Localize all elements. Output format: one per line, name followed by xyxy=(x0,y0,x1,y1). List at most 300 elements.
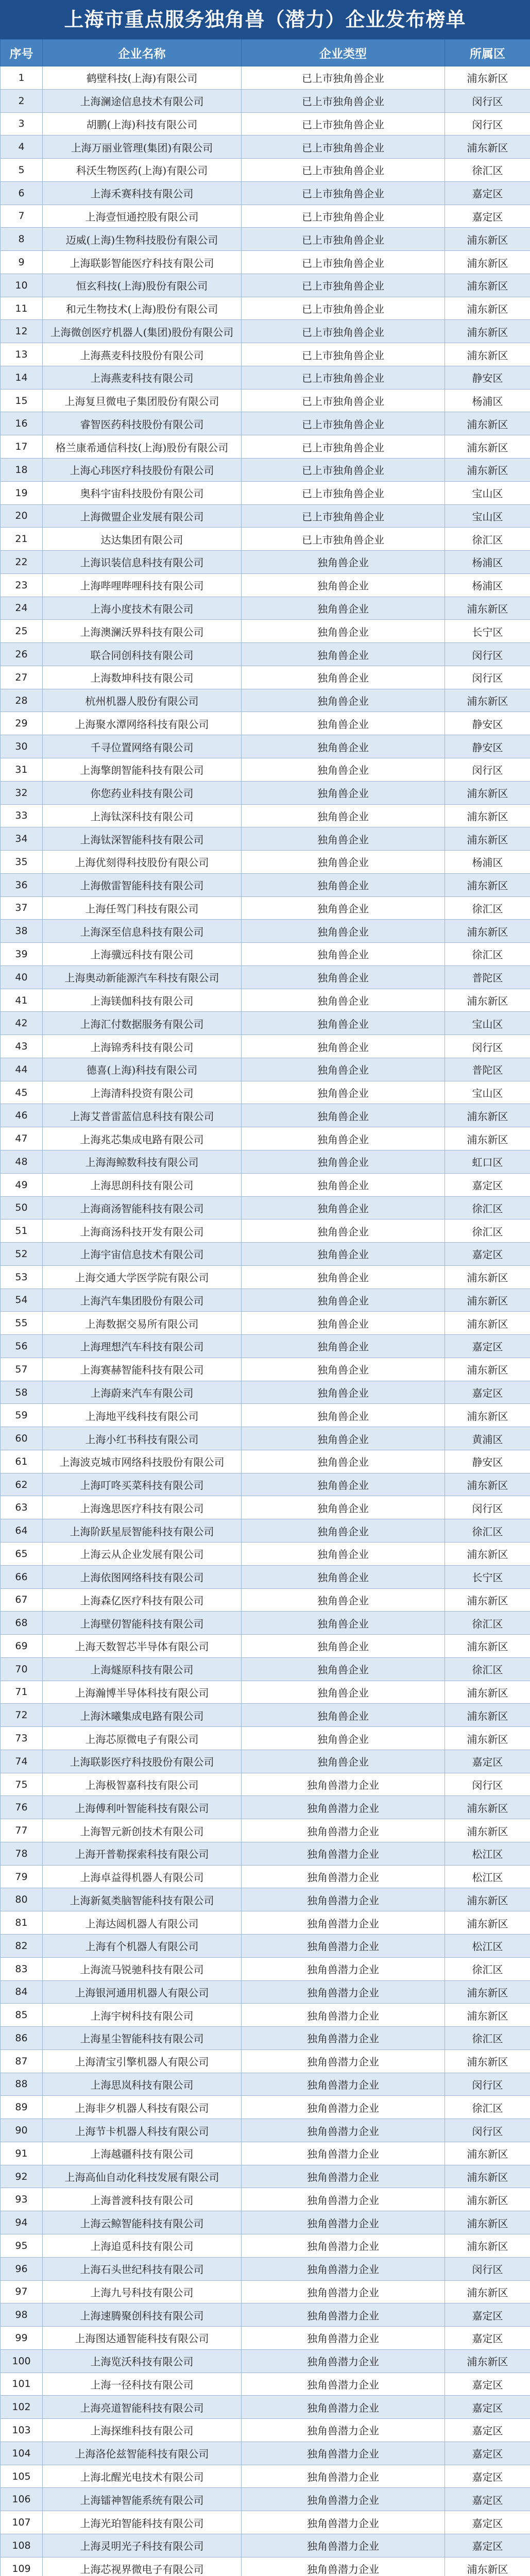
company-type: 独角兽潜力企业 xyxy=(242,2488,445,2511)
company-type: 独角兽企业 xyxy=(242,1081,445,1104)
table-row xyxy=(1,297,530,320)
table-row xyxy=(1,504,530,528)
company-name: 上海骥远科技有限公司 xyxy=(43,943,242,966)
company-name: 上海图达通智能科技有限公司 xyxy=(43,2327,242,2350)
row-index: 45 xyxy=(1,1081,43,1104)
company-name: 上海森亿医疗科技有限公司 xyxy=(43,1588,242,1612)
row-index: 50 xyxy=(1,1196,43,1219)
table-row xyxy=(1,2557,530,2576)
company-name: 上海钛深科技有限公司 xyxy=(43,804,242,827)
ranking-table xyxy=(0,39,530,2576)
company-name: 上海非夕机器人科技有限公司 xyxy=(43,2096,242,2119)
row-index: 91 xyxy=(1,2142,43,2165)
company-name: 上海深至信息科技有限公司 xyxy=(43,920,242,943)
table-row xyxy=(1,965,530,989)
district: 闵行区 xyxy=(445,1496,530,1519)
company-name: 上海优刻得科技股份有限公司 xyxy=(43,851,242,874)
district: 浦东新区 xyxy=(445,1289,530,1312)
table-row xyxy=(1,435,530,459)
company-name: 上海思朗科技有限公司 xyxy=(43,1173,242,1196)
company-type: 已上市独角兽企业 xyxy=(242,228,445,251)
table-row xyxy=(1,873,530,896)
row-index: 37 xyxy=(1,896,43,920)
company-name: 上海星尘智能科技有限公司 xyxy=(43,2027,242,2050)
company-name: 上海叮咚买菜科技有限公司 xyxy=(43,1473,242,1496)
district: 嘉定区 xyxy=(445,2534,530,2557)
company-type: 独角兽潜力企业 xyxy=(242,1980,445,2004)
table-row xyxy=(1,1588,530,1612)
company-name: 上海理想汽车科技有限公司 xyxy=(43,1335,242,1358)
district: 浦东新区 xyxy=(445,1796,530,1819)
district: 黄浦区 xyxy=(445,1427,530,1450)
table-row xyxy=(1,2419,530,2442)
company-type: 独角兽企业 xyxy=(242,1173,445,1196)
table-row xyxy=(1,2534,530,2557)
district: 松江区 xyxy=(445,1935,530,1958)
district: 浦东新区 xyxy=(445,2280,530,2303)
row-index: 20 xyxy=(1,504,43,528)
row-index: 7 xyxy=(1,205,43,228)
table-row xyxy=(1,2004,530,2027)
company-name: 上海瀚博半导体科技有限公司 xyxy=(43,1681,242,1704)
district: 嘉定区 xyxy=(445,1243,530,1266)
district: 浦东新区 xyxy=(445,1681,530,1704)
company-type: 已上市独角兽企业 xyxy=(242,274,445,297)
company-type: 独角兽潜力企业 xyxy=(242,2303,445,2327)
table-row xyxy=(1,896,530,920)
column-header-district: 所属区 xyxy=(445,40,530,66)
company-type: 独角兽潜力企业 xyxy=(242,2096,445,2119)
row-index: 70 xyxy=(1,1657,43,1681)
company-type: 独角兽潜力企业 xyxy=(242,2142,445,2165)
district: 虹口区 xyxy=(445,1150,530,1173)
company-type: 独角兽企业 xyxy=(242,573,445,597)
district: 徐汇区 xyxy=(445,1957,530,1980)
district: 嘉定区 xyxy=(445,1381,530,1404)
table-row xyxy=(1,343,530,366)
table-row xyxy=(1,366,530,389)
company-name: 上海傅利叶智能科技有限公司 xyxy=(43,1796,242,1819)
district: 嘉定区 xyxy=(445,2372,530,2396)
company-name: 上海流马锐驰科技有限公司 xyxy=(43,1957,242,1980)
company-name: 上海宇树科技有限公司 xyxy=(43,2004,242,2027)
company-name: 上海钛深智能科技有限公司 xyxy=(43,827,242,851)
company-name: 上海万丽业管理(集团)有限公司 xyxy=(43,135,242,159)
district: 嘉定区 xyxy=(445,2303,530,2327)
company-name: 上海联影医疗科技股份有限公司 xyxy=(43,1750,242,1773)
company-type: 独角兽企业 xyxy=(242,1427,445,1450)
row-index: 76 xyxy=(1,1796,43,1819)
row-index: 69 xyxy=(1,1635,43,1658)
table-row xyxy=(1,2396,530,2419)
district: 嘉定区 xyxy=(445,1173,530,1196)
company-type: 独角兽企业 xyxy=(242,827,445,851)
company-name: 上海石头世纪科技有限公司 xyxy=(43,2257,242,2280)
company-name: 杭州机器人股份有限公司 xyxy=(43,689,242,712)
company-type: 独角兽企业 xyxy=(242,1588,445,1612)
row-index: 30 xyxy=(1,735,43,758)
company-name: 上海逸思医疗科技有限公司 xyxy=(43,1496,242,1519)
company-name: 上海光珀智能科技有限公司 xyxy=(43,2511,242,2534)
row-index: 78 xyxy=(1,1842,43,1865)
row-index: 44 xyxy=(1,1058,43,1081)
company-type: 已上市独角兽企业 xyxy=(242,459,445,482)
table-row xyxy=(1,1612,530,1635)
company-type: 已上市独角兽企业 xyxy=(242,251,445,274)
row-index: 6 xyxy=(1,181,43,205)
district: 浦东新区 xyxy=(445,2004,530,2027)
company-type: 独角兽企业 xyxy=(242,1104,445,1127)
company-name: 科沃生物医药(上海)有限公司 xyxy=(43,159,242,182)
district: 静安区 xyxy=(445,735,530,758)
district: 徐汇区 xyxy=(445,896,530,920)
company-type: 已上市独角兽企业 xyxy=(242,389,445,412)
table-row xyxy=(1,666,530,689)
district: 松江区 xyxy=(445,1865,530,1888)
row-index: 24 xyxy=(1,597,43,620)
row-index: 39 xyxy=(1,943,43,966)
row-index: 4 xyxy=(1,135,43,159)
company-type: 独角兽企业 xyxy=(242,1612,445,1635)
company-name: 上海宇宙信息技术有限公司 xyxy=(43,1243,242,1266)
table-row xyxy=(1,689,530,712)
district: 浦东新区 xyxy=(445,228,530,251)
row-index: 61 xyxy=(1,1450,43,1473)
row-index: 8 xyxy=(1,228,43,251)
row-index: 84 xyxy=(1,1980,43,2004)
company-name: 上海亮道智能科技有限公司 xyxy=(43,2396,242,2419)
company-name: 上海有个机器人有限公司 xyxy=(43,1935,242,1958)
company-name: 上海清宝引擎机器人有限公司 xyxy=(43,2049,242,2073)
table-row xyxy=(1,920,530,943)
table-row xyxy=(1,1865,530,1888)
company-name: 上海艾普雷蓝信息科技有限公司 xyxy=(43,1104,242,1127)
row-index: 100 xyxy=(1,2349,43,2372)
column-header-type: 企业类型 xyxy=(242,40,445,66)
table-row xyxy=(1,2165,530,2188)
row-index: 19 xyxy=(1,481,43,504)
district: 嘉定区 xyxy=(445,2511,530,2534)
company-type: 独角兽企业 xyxy=(242,1289,445,1312)
table-row xyxy=(1,1058,530,1081)
company-type: 独角兽企业 xyxy=(242,1243,445,1266)
district: 浦东新区 xyxy=(445,597,530,620)
company-type: 独角兽潜力企业 xyxy=(242,2442,445,2465)
table-row xyxy=(1,1243,530,1266)
row-index: 23 xyxy=(1,573,43,597)
company-type: 已上市独角兽企业 xyxy=(242,159,445,182)
table-header xyxy=(1,40,530,66)
row-index: 47 xyxy=(1,1127,43,1150)
table-row xyxy=(1,1704,530,1727)
company-name: 上海微创医疗机器人(集团)股份有限公司 xyxy=(43,320,242,343)
company-name: 上海开普勒探索科技有限公司 xyxy=(43,1842,242,1865)
company-type: 独角兽潜力企业 xyxy=(242,2188,445,2211)
row-index: 95 xyxy=(1,2234,43,2257)
company-name: 上海波克城市网络科技股份有限公司 xyxy=(43,1450,242,1473)
table-row xyxy=(1,1127,530,1150)
table-row xyxy=(1,781,530,804)
row-index: 80 xyxy=(1,1888,43,1911)
table-row xyxy=(1,1104,530,1127)
table-body xyxy=(1,66,530,2576)
company-name: 和元生物技术(上海)股份有限公司 xyxy=(43,297,242,320)
table-row xyxy=(1,2511,530,2534)
table-row xyxy=(1,159,530,182)
company-type: 独角兽潜力企业 xyxy=(242,2165,445,2188)
table-row xyxy=(1,1219,530,1243)
company-type: 已上市独角兽企业 xyxy=(242,89,445,112)
company-name: 上海微盟企业发展有限公司 xyxy=(43,504,242,528)
company-type: 独角兽潜力企业 xyxy=(242,2419,445,2442)
row-index: 107 xyxy=(1,2511,43,2534)
table-row xyxy=(1,597,530,620)
company-name: 上海奥动新能源汽车科技有限公司 xyxy=(43,965,242,989)
company-name: 上海越疆科技有限公司 xyxy=(43,2142,242,2165)
company-name: 上海北醒光电技术有限公司 xyxy=(43,2465,242,2488)
company-type: 独角兽企业 xyxy=(242,989,445,1012)
district: 浦东新区 xyxy=(445,2234,530,2257)
district: 浦东新区 xyxy=(445,804,530,827)
district: 浦东新区 xyxy=(445,1404,530,1427)
header-row xyxy=(1,40,530,66)
company-type: 独角兽企业 xyxy=(242,1704,445,1727)
row-index: 90 xyxy=(1,2119,43,2142)
table-row xyxy=(1,1888,530,1911)
company-type: 已上市独角兽企业 xyxy=(242,181,445,205)
table-row xyxy=(1,1081,530,1104)
row-index: 108 xyxy=(1,2534,43,2557)
row-index: 77 xyxy=(1,1819,43,1842)
company-type: 独角兽潜力企业 xyxy=(242,1888,445,1911)
row-index: 58 xyxy=(1,1381,43,1404)
company-name: 上海数据交易所有限公司 xyxy=(43,1312,242,1335)
company-name: 上海商汤智能科技有限公司 xyxy=(43,1196,242,1219)
district: 徐汇区 xyxy=(445,943,530,966)
company-name: 上海禾赛科技有限公司 xyxy=(43,181,242,205)
company-name: 达达集团有限公司 xyxy=(43,528,242,551)
company-type: 独角兽潜力企业 xyxy=(242,1865,445,1888)
table-row xyxy=(1,2280,530,2303)
district: 浦东新区 xyxy=(445,1588,530,1612)
company-type: 已上市独角兽企业 xyxy=(242,481,445,504)
row-index: 89 xyxy=(1,2096,43,2119)
district: 杨浦区 xyxy=(445,389,530,412)
company-name: 上海蔚来汽车有限公司 xyxy=(43,1381,242,1404)
table-row xyxy=(1,643,530,666)
company-type: 独角兽潜力企业 xyxy=(242,2049,445,2073)
table-row xyxy=(1,2303,530,2327)
district: 嘉定区 xyxy=(445,181,530,205)
district: 浦东新区 xyxy=(445,827,530,851)
company-type: 独角兽潜力企业 xyxy=(242,2534,445,2557)
table-row xyxy=(1,1519,530,1543)
row-index: 33 xyxy=(1,804,43,827)
district: 浦东新区 xyxy=(445,1819,530,1842)
column-header-company: 企业名称 xyxy=(43,40,242,66)
table-row xyxy=(1,1196,530,1219)
table-row xyxy=(1,551,530,574)
company-name: 上海阶跃星辰智能科技有限公司 xyxy=(43,1519,242,1543)
company-name: 上海探维科技有限公司 xyxy=(43,2419,242,2442)
district: 闵行区 xyxy=(445,2073,530,2096)
district: 浦东新区 xyxy=(445,251,530,274)
row-index: 36 xyxy=(1,873,43,896)
company-name: 上海九号科技有限公司 xyxy=(43,2280,242,2303)
company-type: 独角兽企业 xyxy=(242,1565,445,1588)
district: 徐汇区 xyxy=(445,2096,530,2119)
table-row xyxy=(1,2327,530,2350)
district: 浦东新区 xyxy=(445,459,530,482)
row-index: 49 xyxy=(1,1173,43,1196)
row-index: 81 xyxy=(1,1911,43,1935)
table-row xyxy=(1,2027,530,2050)
row-index: 34 xyxy=(1,827,43,851)
district: 浦东新区 xyxy=(445,1265,530,1289)
company-name: 睿智医药科技股份有限公司 xyxy=(43,412,242,435)
table-row xyxy=(1,758,530,781)
row-index: 16 xyxy=(1,412,43,435)
district: 浦东新区 xyxy=(445,1358,530,1381)
district: 浦东新区 xyxy=(445,1727,530,1750)
company-type: 独角兽潜力企业 xyxy=(242,1819,445,1842)
district: 徐汇区 xyxy=(445,1519,530,1543)
row-index: 92 xyxy=(1,2165,43,2188)
row-index: 15 xyxy=(1,389,43,412)
row-index: 103 xyxy=(1,2419,43,2442)
row-index: 67 xyxy=(1,1588,43,1612)
company-type: 独角兽企业 xyxy=(242,1450,445,1473)
company-name: 上海芯原微电子有限公司 xyxy=(43,1727,242,1750)
company-name: 上海达闼机器人有限公司 xyxy=(43,1911,242,1935)
row-index: 32 xyxy=(1,781,43,804)
district: 杨浦区 xyxy=(445,573,530,597)
table-row xyxy=(1,989,530,1012)
district: 宝山区 xyxy=(445,1081,530,1104)
company-type: 独角兽企业 xyxy=(242,758,445,781)
row-index: 93 xyxy=(1,2188,43,2211)
district: 浦东新区 xyxy=(445,2211,530,2234)
table-row xyxy=(1,827,530,851)
company-name: 上海洛伦兹智能科技有限公司 xyxy=(43,2442,242,2465)
table-row xyxy=(1,1335,530,1358)
company-name: 上海燕麦科技有限公司 xyxy=(43,366,242,389)
row-index: 5 xyxy=(1,159,43,182)
row-index: 10 xyxy=(1,274,43,297)
company-name: 上海锦秀科技有限公司 xyxy=(43,1035,242,1058)
company-name: 上海镁伽科技有限公司 xyxy=(43,989,242,1012)
table-row xyxy=(1,181,530,205)
table-row xyxy=(1,320,530,343)
company-type: 已上市独角兽企业 xyxy=(242,320,445,343)
district: 浦东新区 xyxy=(445,274,530,297)
company-type: 独角兽潜力企业 xyxy=(242,1796,445,1819)
company-type: 独角兽企业 xyxy=(242,873,445,896)
table-row xyxy=(1,228,530,251)
company-type: 独角兽企业 xyxy=(242,896,445,920)
row-index: 65 xyxy=(1,1543,43,1566)
row-index: 79 xyxy=(1,1865,43,1888)
company-type: 已上市独角兽企业 xyxy=(242,412,445,435)
company-name: 上海商汤科技开发有限公司 xyxy=(43,1219,242,1243)
table-row xyxy=(1,1935,530,1958)
table-row xyxy=(1,205,530,228)
row-index: 98 xyxy=(1,2303,43,2327)
company-name: 恒玄科技(上海)股份有限公司 xyxy=(43,274,242,297)
row-index: 64 xyxy=(1,1519,43,1543)
district: 闵行区 xyxy=(445,1773,530,1796)
company-type: 独角兽企业 xyxy=(242,1381,445,1404)
table-row xyxy=(1,2211,530,2234)
district: 嘉定区 xyxy=(445,1335,530,1358)
row-index: 42 xyxy=(1,1012,43,1035)
table-row xyxy=(1,1657,530,1681)
company-type: 独角兽企业 xyxy=(242,851,445,874)
company-name: 上海节卡机器人科技有限公司 xyxy=(43,2119,242,2142)
row-index: 82 xyxy=(1,1935,43,1958)
company-name: 上海灵明光子科技有限公司 xyxy=(43,2534,242,2557)
row-index: 52 xyxy=(1,1243,43,1266)
table-row xyxy=(1,1173,530,1196)
table-row xyxy=(1,735,530,758)
company-type: 独角兽企业 xyxy=(242,1496,445,1519)
table-row xyxy=(1,2349,530,2372)
company-type: 独角兽企业 xyxy=(242,643,445,666)
table-row xyxy=(1,1543,530,1566)
company-type: 独角兽潜力企业 xyxy=(242,2073,445,2096)
row-index: 54 xyxy=(1,1289,43,1312)
table-row xyxy=(1,1427,530,1450)
company-name: 上海交通大学医学院有限公司 xyxy=(43,1265,242,1289)
row-index: 27 xyxy=(1,666,43,689)
table-row xyxy=(1,1727,530,1750)
district: 浦东新区 xyxy=(445,343,530,366)
district: 松江区 xyxy=(445,1842,530,1865)
table-row xyxy=(1,1980,530,2004)
row-index: 66 xyxy=(1,1565,43,1588)
row-index: 43 xyxy=(1,1035,43,1058)
company-type: 独角兽潜力企业 xyxy=(242,2396,445,2419)
table-row xyxy=(1,1957,530,1980)
company-name: 上海小红书科技有限公司 xyxy=(43,1427,242,1450)
row-index: 60 xyxy=(1,1427,43,1450)
district: 浦东新区 xyxy=(445,2142,530,2165)
company-type: 已上市独角兽企业 xyxy=(242,135,445,159)
row-index: 73 xyxy=(1,1727,43,1750)
company-name: 上海聚水潭网络科技有限公司 xyxy=(43,712,242,735)
row-index: 59 xyxy=(1,1404,43,1427)
company-type: 已上市独角兽企业 xyxy=(242,297,445,320)
company-name: 上海思岚科技有限公司 xyxy=(43,2073,242,2096)
company-name: 上海云从企业发展有限公司 xyxy=(43,1543,242,1566)
table-row xyxy=(1,1842,530,1865)
table-row xyxy=(1,943,530,966)
district: 浦东新区 xyxy=(445,66,530,90)
company-type: 独角兽企业 xyxy=(242,1150,445,1173)
row-index: 63 xyxy=(1,1496,43,1519)
table-row xyxy=(1,1312,530,1335)
row-index: 22 xyxy=(1,551,43,574)
table-row xyxy=(1,851,530,874)
table-row xyxy=(1,712,530,735)
column-header-index: 序号 xyxy=(1,40,43,66)
table-row xyxy=(1,2442,530,2465)
company-name: 上海依图网络科技有限公司 xyxy=(43,1565,242,1588)
row-index: 83 xyxy=(1,1957,43,1980)
company-name: 上海哔哩哔哩科技有限公司 xyxy=(43,573,242,597)
company-type: 独角兽潜力企业 xyxy=(242,2119,445,2142)
table-row xyxy=(1,1681,530,1704)
